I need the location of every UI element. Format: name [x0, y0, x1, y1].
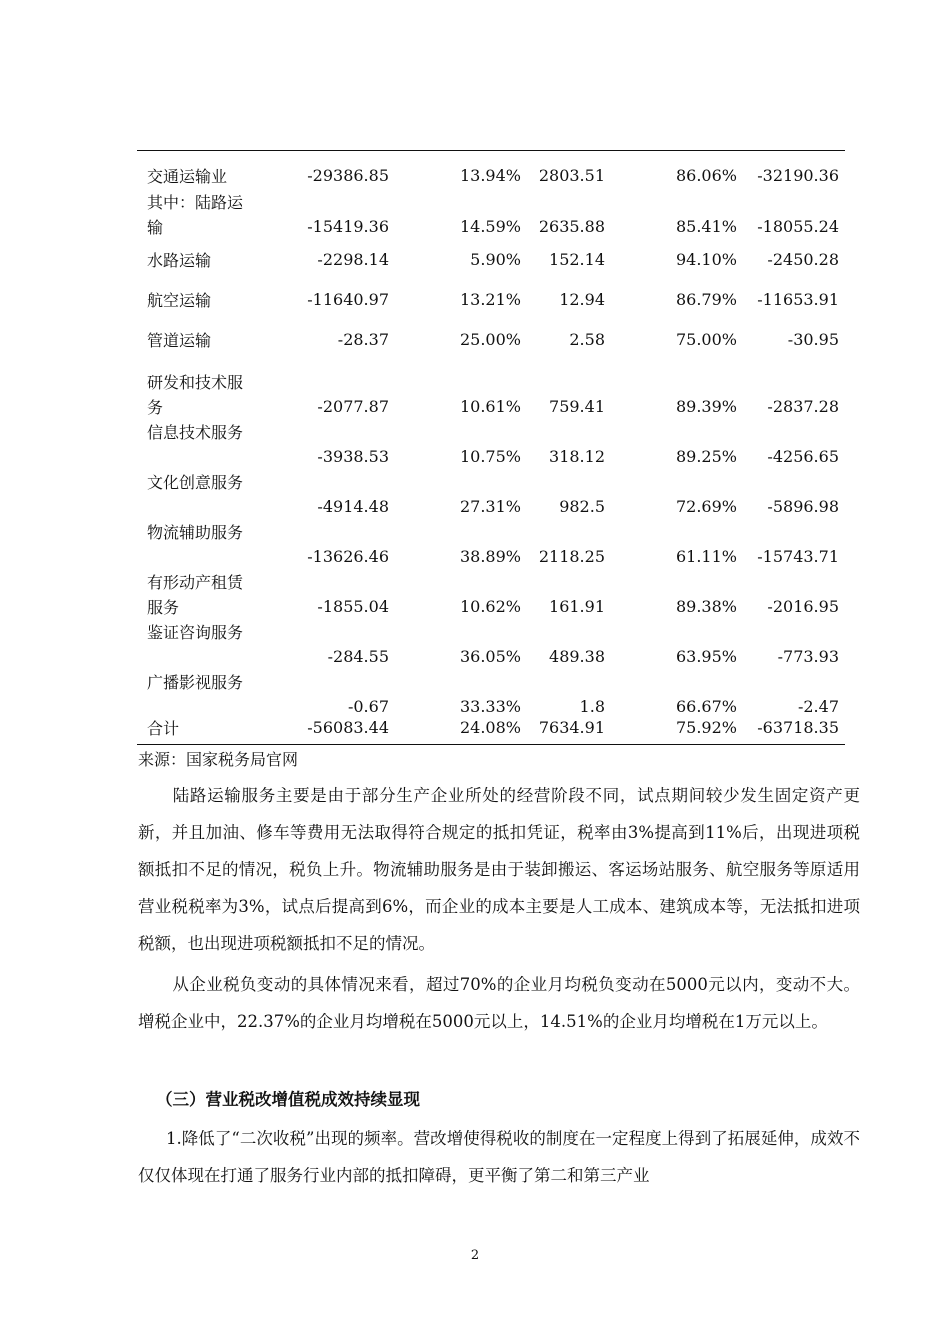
row-value-5: -11653.91 [757, 290, 839, 309]
table-row [137, 190, 845, 240]
row-value-1: -28.37 [337, 330, 389, 349]
row-value-3: 2803.51 [538, 166, 605, 185]
row-value-5: -2450.28 [767, 250, 839, 269]
row-value-2: 13.94% [459, 166, 521, 185]
row-value-2: 25.00% [459, 330, 521, 349]
row-value-1: -3938.53 [317, 447, 389, 466]
row-value-1: -15419.36 [307, 217, 389, 236]
row-value-1: -1855.04 [317, 597, 389, 616]
row-value-2: 5.90% [470, 250, 521, 269]
row-value-2: 13.21% [459, 290, 521, 309]
row-value-5: -32190.36 [757, 166, 839, 185]
table-row [137, 716, 845, 740]
paragraph-text: 从企业税负变动的具体情况来看，超过70%的企业月均税负变动在5000元以内，变动不大。增税企业中，22.37%的企业月均增税在5000元以上，14.51%的企业月均增税在1万元以上。 [138, 975, 860, 1031]
row-label: 广播影视服务 [147, 673, 244, 692]
section-heading: （三）营业税改增值税成效持续显现 [156, 1090, 420, 1109]
row-label: 文化创意服务 [147, 473, 244, 492]
row-value-5: -4256.65 [767, 447, 839, 466]
row-value-1: -4914.48 [317, 497, 389, 516]
row-label: 信息技术服务 [147, 423, 244, 442]
row-label: 合计 [147, 719, 180, 738]
row-value-1: -56083.44 [307, 718, 389, 737]
row-value-1: -284.55 [327, 647, 389, 666]
row-label: 其中：陆路运输 [147, 193, 244, 237]
row-value-1: -29386.85 [307, 166, 389, 185]
row-value-3: 152.14 [549, 250, 605, 269]
row-value-5: -18055.24 [757, 217, 839, 236]
row-value-3: 759.41 [549, 397, 605, 416]
row-value-3: 489.38 [549, 647, 605, 666]
table-row [137, 248, 845, 272]
row-value-4: 75.92% [675, 718, 737, 737]
row-value-3: 2635.88 [538, 217, 605, 236]
row-value-4: 94.10% [675, 250, 737, 269]
row-value-4: 85.41% [675, 217, 737, 236]
row-value-4: 63.95% [675, 647, 737, 666]
row-value-2: 24.08% [459, 718, 521, 737]
row-label: 研发和技术服务 [147, 373, 244, 417]
row-value-3: 1.8 [579, 697, 605, 716]
row-label: 管道运输 [147, 331, 212, 350]
row-value-4: 61.11% [675, 547, 737, 566]
row-value-4: 86.79% [675, 290, 737, 309]
row-value-5: -2016.95 [767, 597, 839, 616]
row-value-2: 36.05% [459, 647, 521, 666]
paragraph-enterprise-burden [138, 966, 860, 1040]
row-value-2: 10.61% [459, 397, 521, 416]
row-value-3: 982.5 [559, 497, 605, 516]
row-value-2: 10.62% [459, 597, 521, 616]
paragraph-double-taxation [138, 1120, 860, 1194]
table-row [137, 520, 845, 570]
row-value-3: 2118.25 [538, 547, 605, 566]
table-row [137, 670, 845, 720]
row-label: 鉴证咨询服务 [147, 623, 244, 642]
table-top-rule [137, 150, 845, 151]
table-row [137, 328, 845, 352]
row-value-4: 89.39% [675, 397, 737, 416]
row-value-1: -11640.97 [307, 290, 389, 309]
row-value-2: 10.75% [459, 447, 521, 466]
row-label: 航空运输 [147, 291, 212, 310]
table-row [137, 164, 845, 188]
row-value-5: -30.95 [787, 330, 839, 349]
row-value-4: 75.00% [675, 330, 737, 349]
page-number: 2 [470, 1248, 480, 1263]
row-value-4: 72.69% [675, 497, 737, 516]
row-value-5: -2837.28 [767, 397, 839, 416]
row-value-5: -63718.35 [757, 718, 839, 737]
row-label: 有形动产租赁服务 [147, 573, 244, 617]
row-value-5: -2.47 [797, 697, 839, 716]
row-value-2: 38.89% [459, 547, 521, 566]
row-value-4: 89.38% [675, 597, 737, 616]
row-label: 交通运输业 [147, 167, 228, 186]
row-label: 物流辅助服务 [147, 523, 244, 542]
row-value-3: 2.58 [569, 330, 605, 349]
paragraph-text: 1.降低了“二次收税”出现的频率。营改增使得税收的制度在一定程度上得到了拓展延伸，成效不仅仅体现在打通了服务行业内部的抵扣障碍，更平衡了第二和第三产业 [138, 1129, 860, 1185]
row-value-3: 7634.91 [538, 718, 605, 737]
row-value-2: 27.31% [459, 497, 521, 516]
table-row [137, 570, 845, 620]
row-label: 水路运输 [147, 251, 212, 270]
row-value-1: -2077.87 [317, 397, 389, 416]
row-value-1: -13626.46 [307, 547, 389, 566]
row-value-3: 318.12 [549, 447, 605, 466]
paragraph-transport-analysis [138, 777, 860, 962]
row-value-3: 161.91 [549, 597, 605, 616]
table-row [137, 470, 845, 520]
row-value-4: 89.25% [675, 447, 737, 466]
row-value-3: 12.94 [559, 290, 605, 309]
table-source-note: 来源：国家税务局官网 [138, 750, 299, 769]
table-row [137, 620, 845, 670]
row-value-1: -2298.14 [317, 250, 389, 269]
table-row [137, 420, 845, 470]
row-value-1: -0.67 [347, 697, 389, 716]
table-bottom-rule [137, 744, 845, 745]
row-value-4: 86.06% [675, 166, 737, 185]
table-row [137, 288, 845, 312]
row-value-2: 14.59% [459, 217, 521, 236]
row-value-5: -773.93 [777, 647, 839, 666]
table-row [137, 370, 845, 420]
row-value-4: 66.67% [675, 697, 737, 716]
row-value-5: -5896.98 [767, 497, 839, 516]
row-value-5: -15743.71 [757, 547, 839, 566]
paragraph-text: 陆路运输服务主要是由于部分生产企业所处的经营阶段不同，试点期间较少发生固定资产更新，并且加油、修车等费用无法取得符合规定的抵扣凭证，税率由3%提高到11%后，出现进项税额抵扣不足的情况，税负上升。物流辅助服务是由于装卸搬运、客运场站服务、航空服务等原适用营业税税率为3%，试点后提高到6%，而企业的成本主要是人工成本、建筑成本等，无法抵扣进项税额，也出现进项税额抵扣不足的情况。 [138, 786, 860, 953]
row-value-2: 33.33% [459, 697, 521, 716]
